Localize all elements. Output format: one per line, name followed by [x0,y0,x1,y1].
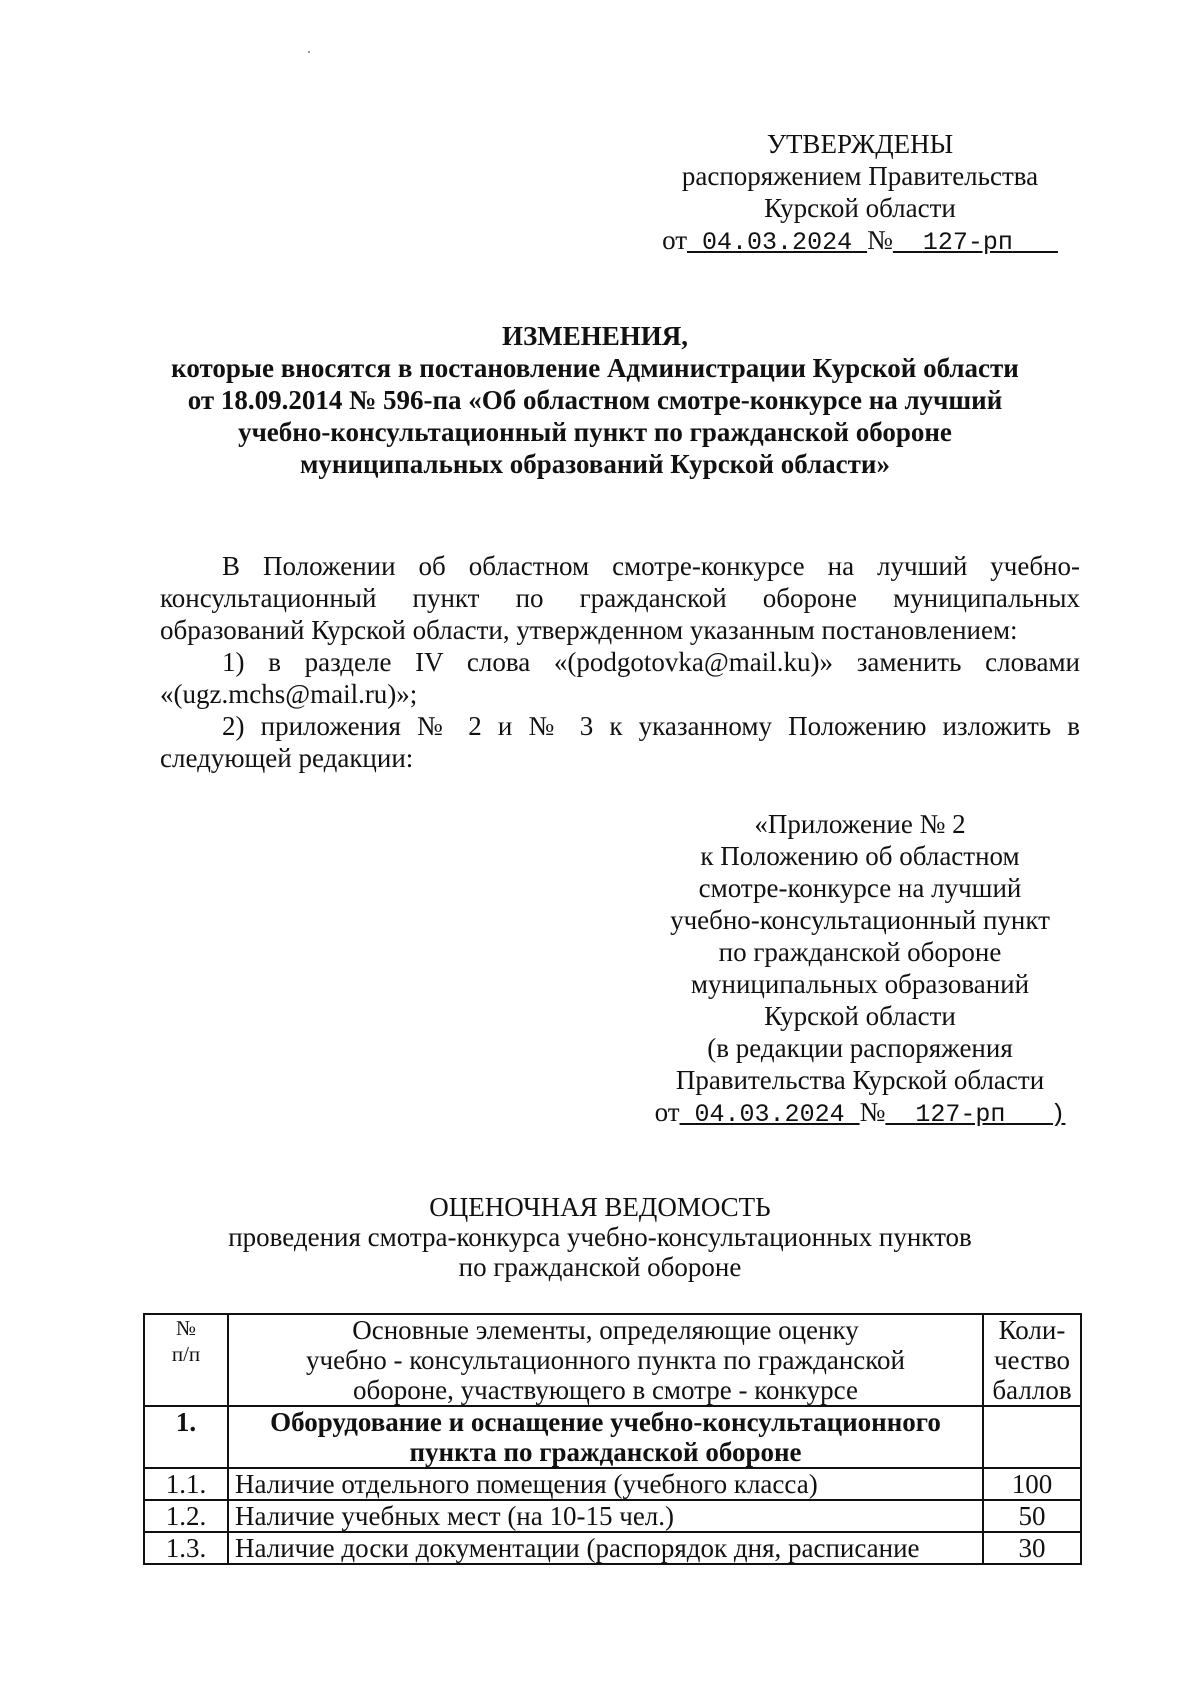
header-description: Основные элементы, определяющие оценку учебно - консультационного пункта по гражданской обороне, участвующего в смотре - конкурсе [228,1314,983,1406]
sheet-title: ОЦЕНОЧНАЯ ВЕДОМОСТЬ [429,1192,771,1222]
heading-line-4: муниципальных образований Курской области» [300,449,890,479]
appendix-line-9: Правительства Курской области [675,1065,1045,1095]
appendix-line-1: «Приложение № 2 [754,809,966,839]
table-row [144,1468,1081,1500]
header-number: № п/п [144,1314,228,1406]
heading-line-2: от 18.09.2014 № 596-па «Об областном смотре-конкурсе на лучший [187,385,1003,415]
document-heading [120,320,1070,480]
table-row [144,1500,1081,1532]
appendix-line-2: к Положению об областном [700,841,1020,871]
approval-title: УТВЕРЖДЕНЫ [766,129,954,159]
scan-speck [308,51,310,53]
appendix-date-line [640,1096,1080,1131]
approval-date-prefix: от [662,225,688,255]
table-header-row [144,1314,1081,1406]
table-row [144,1532,1081,1564]
sheet-subtitle-1: проведения смотра-конкурса учебно-консультационных пунктов [228,1222,972,1252]
approval-date-line [640,224,1080,259]
approval-authority: распоряжением Правительства [681,161,1039,191]
appendix-number: 127-рп ) [915,1100,1066,1129]
row-number: 1.2. [144,1500,228,1532]
header-points: Коли- чество баллов [983,1314,1081,1406]
document-body [160,550,1080,774]
section-number: 1. [144,1406,228,1468]
table-section-row [144,1406,1081,1468]
appendix-line-6: муниципальных образований [690,969,1030,999]
appendix-line-4: учебно-консультационный пункт [670,905,1050,935]
approval-region: Курской области [764,193,956,223]
sheet-subtitle-2: по гражданской обороне [458,1252,742,1282]
appendix-block [640,808,1080,1131]
section-points [983,1406,1081,1468]
evaluation-sheet-title [120,1192,1080,1282]
appendix-date-prefix: от [654,1097,680,1127]
appendix-date: 04.03.2024 [694,1100,845,1129]
appendix-number-prefix: № [859,1097,886,1127]
row-description: Наличие отдельного помещения (учебного класса) [228,1468,983,1500]
approval-number: 127-рп [922,228,1013,257]
appendix-line-7: Курской области [764,1001,956,1031]
approval-number-prefix: № [867,225,893,255]
evaluation-table [143,1313,1082,1565]
body-paragraph-1: В Положении об областном смотре-конкурсе на лучший учебно-консультационный пункт по гражданской обороне муниципальных образований Курской области, утвержденном указанным постановлением: [160,551,1080,645]
approval-stamp [640,128,1080,259]
row-number: 1.1. [144,1468,228,1500]
row-points: 50 [983,1500,1081,1532]
heading-line-3: учебно-консультационный пункт по гражданской обороне [238,417,952,447]
appendix-line-3: смотре-конкурсе на лучший [698,873,1022,903]
section-title: Оборудование и оснащение учебно-консультационного пункта по гражданской обороне [228,1406,983,1468]
body-paragraph-3: 2) приложения № 2 и № 3 к указанному Положению изложить в следующей редакции: [160,711,1080,773]
row-number: 1.3. [144,1532,228,1564]
body-paragraph-2: 1) в разделе IV слова «(podgotovka@mail.ku)» заменить словами «(ugz.mchs@mail.ru)»; [160,647,1080,709]
heading-title: ИЗМЕНЕНИЯ, [501,321,688,351]
row-points: 100 [983,1468,1081,1500]
row-description: Наличие учебных мест (на 10-15 чел.) [228,1500,983,1532]
appendix-line-8: (в редакции распоряжения [707,1033,1013,1063]
heading-line-1: которые вносятся в постановление Администрации Курской области [171,353,1019,383]
row-description: Наличие доски документации (распорядок дня, расписание [228,1532,983,1564]
approval-date: 04.03.2024 [702,228,853,257]
appendix-line-5: по гражданской обороне [718,937,1002,967]
row-points: 30 [983,1532,1081,1564]
